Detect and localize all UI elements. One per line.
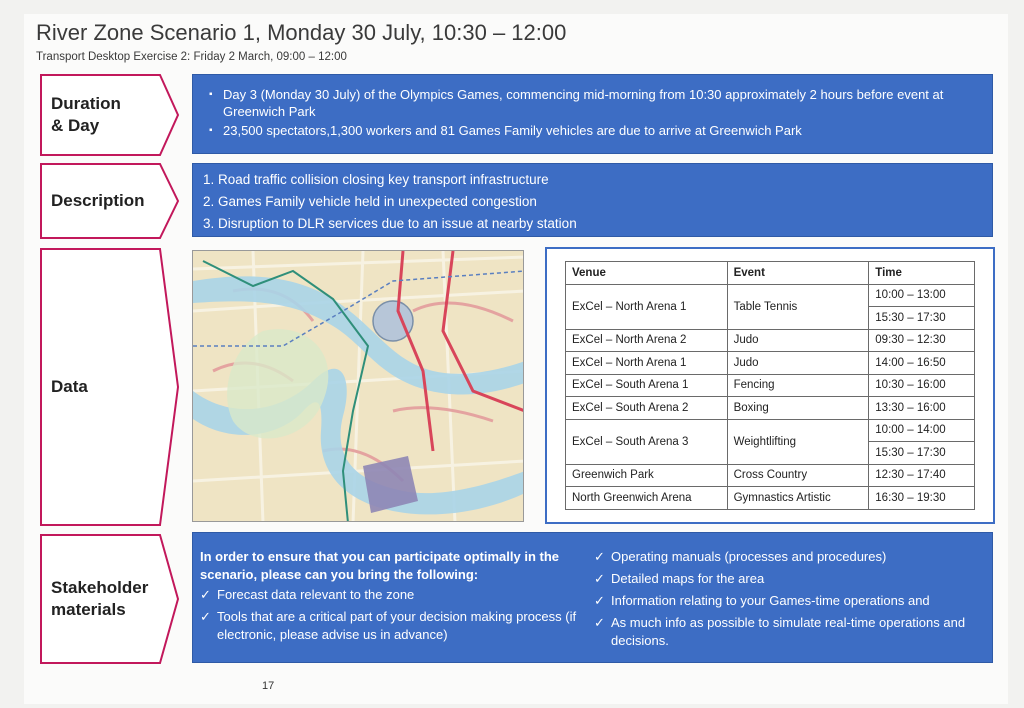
column-header-time: Time <box>869 262 975 285</box>
time-cell: 12:30 – 17:40 <box>869 464 975 487</box>
duration-bullet: ▪ Day 3 (Monday 30 July) of the Olympics Games, commencing mid-morning from 10:30 approximately 2 hours before event at Greenwich Park <box>207 86 978 120</box>
column-header-event: Event <box>727 262 869 285</box>
schedule-table-frame <box>545 247 995 524</box>
page-title: River Zone Scenario 1, Monday 30 July, 10:30 – 12:00 <box>36 20 567 45</box>
time-cell: 14:00 – 16:50 <box>869 352 975 375</box>
venue-cell: ExCel – South Arena 1 <box>566 374 728 397</box>
table-row <box>566 329 975 352</box>
duration-label-box <box>40 74 180 156</box>
stakeholder-intro: In order to ensure that you can participate optimally in the scenario, please can you bring the following: <box>200 549 560 582</box>
data-label-box <box>40 248 180 526</box>
schedule-table <box>565 261 975 510</box>
venue-cell: Greenwich Park <box>566 464 728 487</box>
map-illustration <box>193 251 524 522</box>
event-cell: Boxing <box>727 397 869 420</box>
description-label: Description <box>51 190 145 210</box>
time-cell: 10:30 – 16:00 <box>869 374 975 397</box>
table-row <box>566 419 975 442</box>
duration-bullet: ▪ 23,500 spectators,1,300 workers and 81 Games Family vehicles are due to arrive at Greenwich Park <box>207 122 978 139</box>
venue-cell: ExCel – North Arena 2 <box>566 329 728 352</box>
stakeholder-right-column <box>594 548 992 650</box>
time-cell: 15:30 – 17:30 <box>869 307 975 330</box>
page-subtitle: Transport Desktop Exercise 2: Friday 2 March, 09:00 – 12:00 <box>36 51 347 63</box>
column-header-venue: Venue <box>566 262 728 285</box>
venue-cell: ExCel – South Arena 2 <box>566 397 728 420</box>
time-cell: 09:30 – 12:30 <box>869 329 975 352</box>
description-panel <box>192 163 993 237</box>
table-row <box>566 487 975 510</box>
duration-label: Duration & Day <box>51 93 121 135</box>
stakeholder-left-column <box>200 548 580 644</box>
table-header-row <box>566 262 975 285</box>
area-map-image <box>192 250 524 522</box>
venue-cell: ExCel – North Arena 1 <box>566 284 728 329</box>
stakeholder-item: ✓ Tools that are a critical part of your decision making process (if electronic, please advise us in advance) <box>200 608 580 644</box>
duration-panel <box>192 74 993 154</box>
stakeholder-item: ✓ Operating manuals (processes and procedures) <box>594 548 992 566</box>
description-item: 3. Disruption to DLR services due to an issue at nearby station <box>203 216 577 231</box>
time-cell: 16:30 – 19:30 <box>869 487 975 510</box>
event-cell: Judo <box>727 352 869 375</box>
time-cell: 13:30 – 16:00 <box>869 397 975 420</box>
description-item: 1. Road traffic collision closing key transport infrastructure <box>203 172 549 187</box>
stakeholder-item: ✓ As much info as possible to simulate real-time operations and decisions. <box>594 614 992 650</box>
data-label: Data <box>51 376 88 396</box>
stakeholder-label: Stakeholder materials <box>51 577 149 619</box>
time-cell: 15:30 – 17:30 <box>869 442 975 465</box>
stakeholder-item: ✓ Detailed maps for the area <box>594 570 992 588</box>
event-cell: Judo <box>727 329 869 352</box>
event-cell: Weightlifting <box>727 419 869 464</box>
table-row <box>566 397 975 420</box>
stakeholder-item: ✓ Information relating to your Games-time operations and <box>594 592 992 610</box>
time-cell: 10:00 – 13:00 <box>869 284 975 307</box>
stakeholder-item: ✓ Forecast data relevant to the zone <box>200 586 580 604</box>
event-cell: Fencing <box>727 374 869 397</box>
venue-cell: ExCel – North Arena 1 <box>566 352 728 375</box>
stakeholder-label-box <box>40 534 180 664</box>
time-cell: 10:00 – 14:00 <box>869 419 975 442</box>
venue-cell: ExCel – South Arena 3 <box>566 419 728 464</box>
table-row <box>566 284 975 307</box>
table-row <box>566 352 975 375</box>
page-number: 17 <box>262 680 275 692</box>
venue-cell: North Greenwich Arena <box>566 487 728 510</box>
table-row <box>566 464 975 487</box>
table-row <box>566 374 975 397</box>
event-cell: Cross Country <box>727 464 869 487</box>
event-cell: Gymnastics Artistic <box>727 487 869 510</box>
description-item: 2. Games Family vehicle held in unexpected congestion <box>203 194 537 209</box>
event-cell: Table Tennis <box>727 284 869 329</box>
description-label-box <box>40 163 180 239</box>
